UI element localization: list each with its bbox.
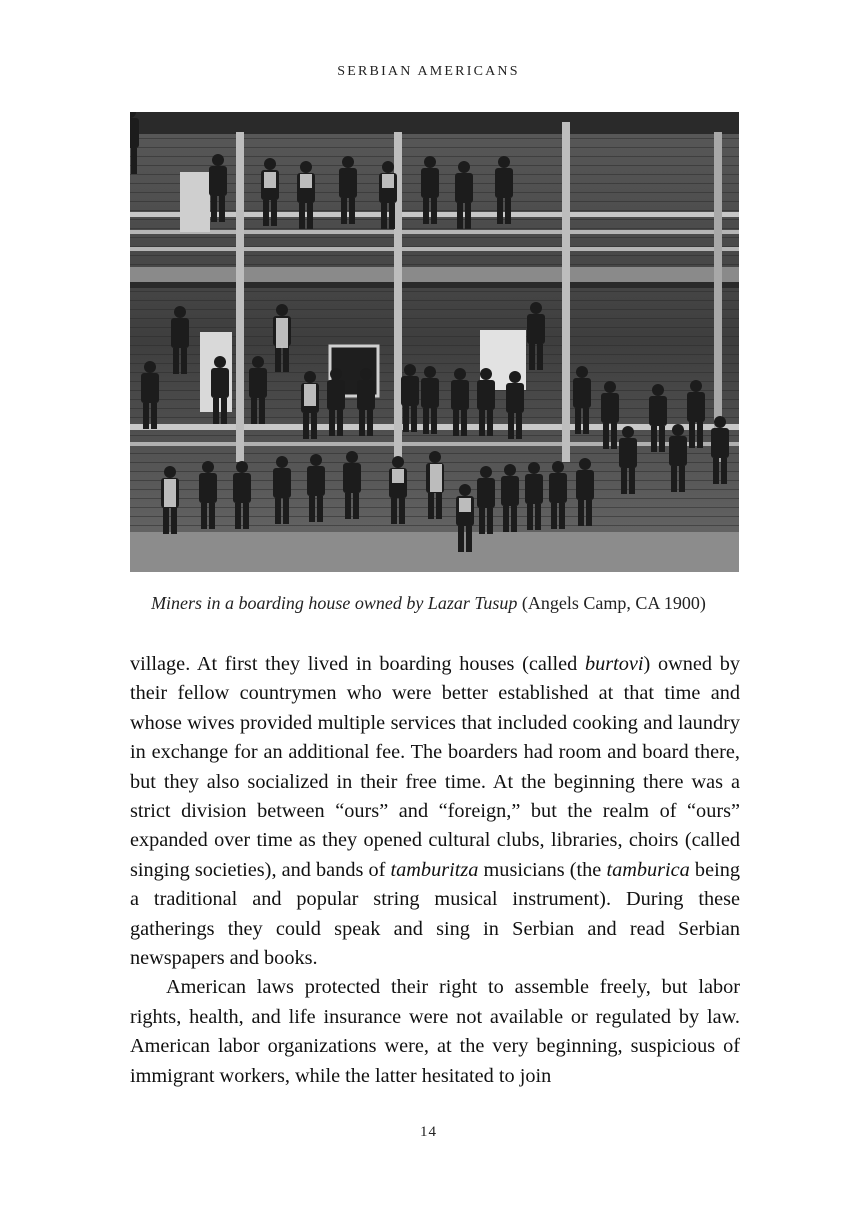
text-run: being a traditional and popular string musical instrument). During these gatherings they could speak and sing in Serbian and read Serbian newspapers and books. bbox=[130, 858, 740, 970]
boarding-house-photo bbox=[130, 112, 739, 572]
caption-italic: Miners in a boarding house owned by Lazar Tusup bbox=[151, 593, 518, 613]
page-number: 14 bbox=[420, 1124, 437, 1140]
italic-term: tamburica bbox=[606, 858, 690, 881]
body-text bbox=[130, 650, 740, 1091]
paragraph-1 bbox=[130, 650, 740, 973]
italic-term: burtovi bbox=[584, 653, 644, 675]
figure-caption bbox=[0, 593, 857, 614]
text-run: village. At first they lived in boarding houses (called bbox=[130, 653, 585, 675]
running-head: SERBIAN AMERICANS bbox=[337, 64, 520, 79]
paragraph-2: American laws protected their right to assemble freely, but labor rights, health, and life insurance were not available or regulated by law. American labor organizations were, at the very beginning, suspicious of immigrant workers, while the latter hesitated to join bbox=[130, 976, 740, 1087]
caption-roman: (Angels Camp, CA 1900) bbox=[517, 593, 706, 613]
text-run: musicians (the bbox=[478, 858, 607, 881]
italic-term: tamburitza bbox=[390, 858, 479, 881]
text-run: ) owned by their fellow countrymen who were better established at that time and whose wives provided multiple services that included cooking and laundry in exchange for an additional fee. The boarders had room and board there, but they also socialized in their free time. At the beginning there was a strict division between “ours” and “foreign,” but the realm of “ours” expanded over time as they opened cultural clubs, libraries, choirs (called singing societies), and bands of bbox=[130, 653, 740, 881]
